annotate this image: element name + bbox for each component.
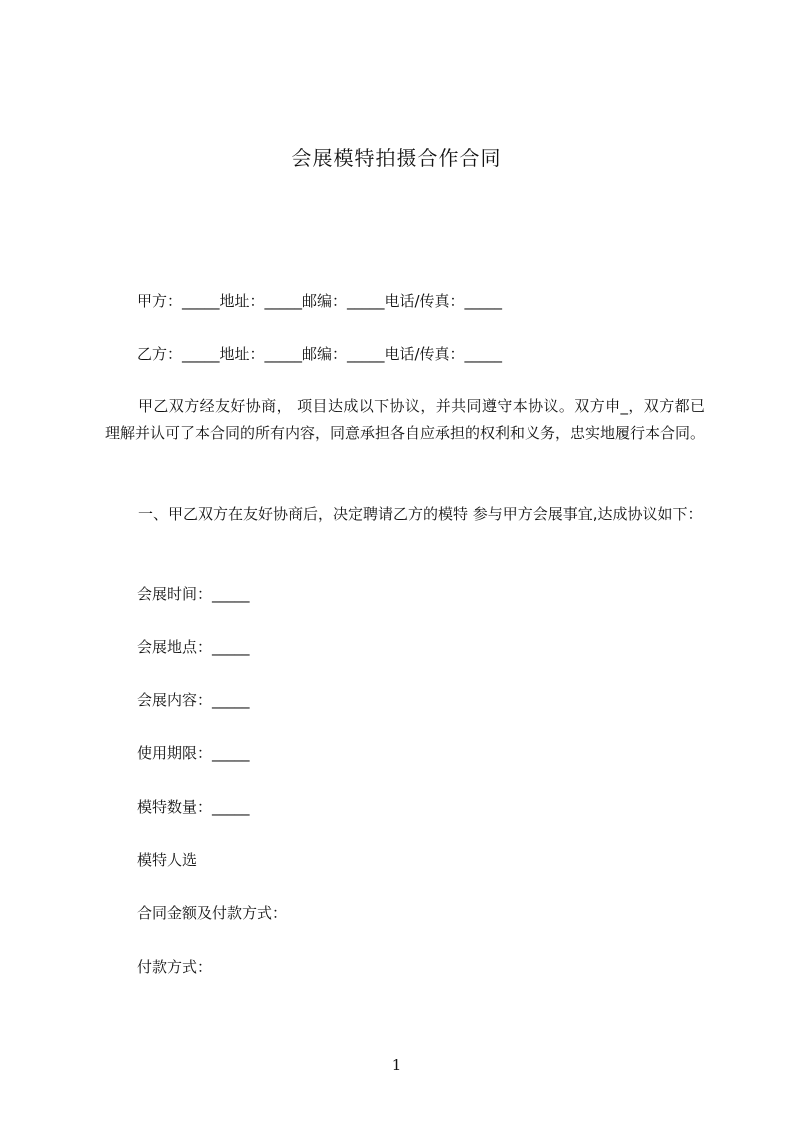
field-exhibition-location: 会展地点：_____ [137,638,250,656]
clause-1-paragraph: 一、甲乙双方在友好协商后，决定聘请乙方的模特 参与甲方会展事宜,达成协议如下： [138,505,703,523]
field-payment-method: 付款方式： [137,958,213,976]
document-title: 会展模特拍摄合作合同 [291,146,502,170]
field-contract-amount: 合同金额及付款方式： [137,904,288,922]
party-a-line: 甲方：_____地址：_____邮编：_____电话/传真：_____ [137,292,503,310]
field-exhibition-time: 会展时间：_____ [137,585,250,603]
page-number: 1 [391,1056,402,1074]
intro-paragraph: 甲乙双方经友好协商， 项目达成以下协议，并共同遵守本协议。双方申_，双方都已理解并认可了本合同的所有内容，同意承担各自应承担的权利和义务，忠实地履行本合同。 [105,397,706,442]
party-b-line: 乙方：_____地址：_____邮编：_____电话/传真：_____ [137,345,503,363]
field-usage-period: 使用期限：_____ [137,744,250,762]
field-exhibition-content: 会展内容：_____ [137,691,250,709]
field-model-candidates: 模特人选 [137,851,198,869]
field-model-count: 模特数量：_____ [137,798,250,816]
